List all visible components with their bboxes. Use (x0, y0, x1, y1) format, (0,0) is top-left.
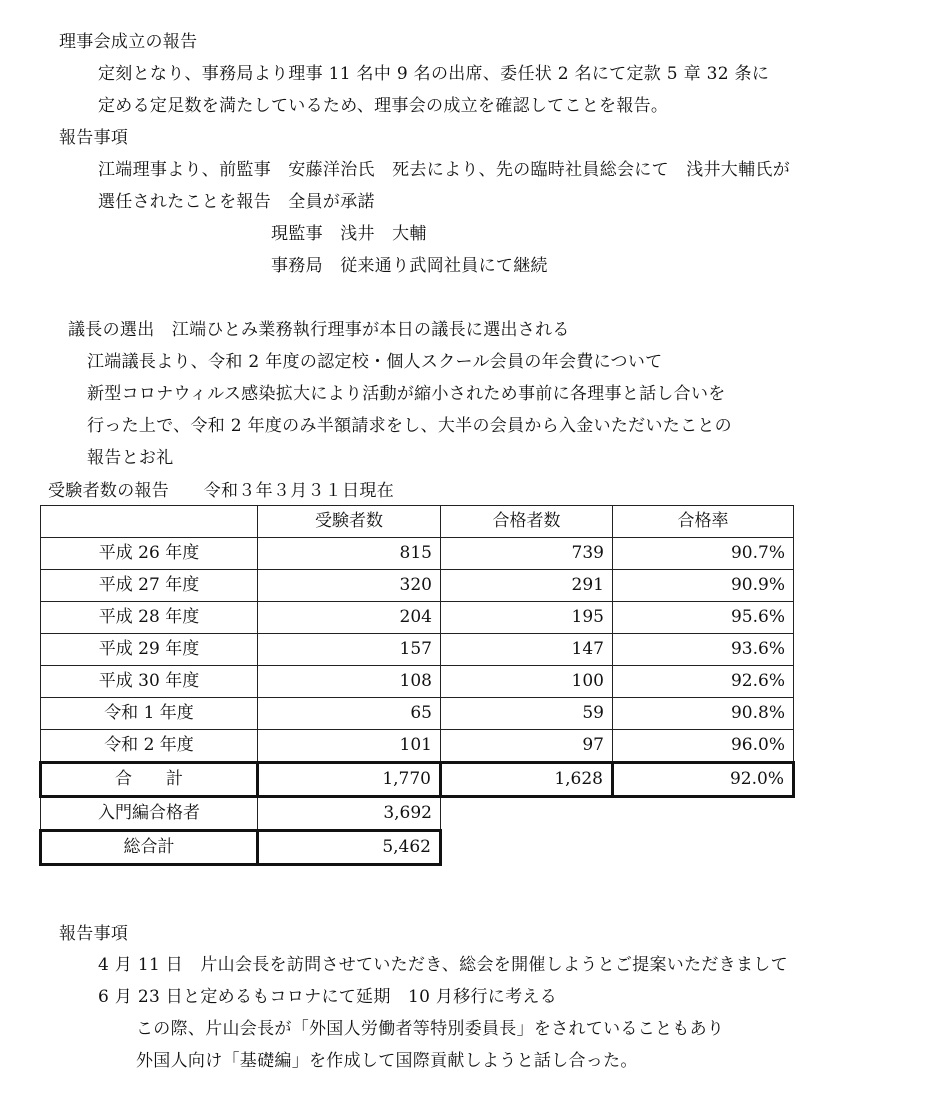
section2-line-2: 選任されたことを報告 全員が承諾 (98, 192, 375, 212)
row-examinees: 204 (258, 602, 441, 634)
section3-heading: 議長の選出 江端ひとみ業務執行理事が本日の議長に選出される (68, 320, 570, 340)
section3-line-1: 江端議長より、令和 2 年度の認定校・個人スクール会員の年会費について (87, 352, 663, 372)
row-year-label: 平成 28 年度 (41, 602, 258, 634)
intro-label: 入門編合格者 (41, 797, 258, 831)
row-examinees: 320 (258, 570, 441, 602)
section2-sub-line-1: 現監事 浅井 大輔 (271, 224, 427, 244)
table-row (41, 634, 794, 666)
row-year-label: 平成 30 年度 (41, 666, 258, 698)
row-passed: 147 (441, 634, 613, 666)
row-pass-rate: 90.9% (613, 570, 794, 602)
section3-line-3: 行った上で、令和 2 年度のみ半額請求をし、大半の会員から入金いただいたことの (87, 416, 732, 436)
total-passed: 1,628 (441, 763, 613, 797)
header-cell-pass-rate: 合格率 (613, 506, 794, 538)
table-header-row (41, 506, 794, 538)
row-pass-rate: 90.7% (613, 538, 794, 570)
row-passed: 195 (441, 602, 613, 634)
row-examinees: 815 (258, 538, 441, 570)
table-grand-total-row (41, 831, 794, 865)
section4-line-2: 6 月 23 日と定めるもコロナにて延期 10 月移行に考える (98, 987, 557, 1007)
results-table (39, 505, 795, 866)
header-cell-passed: 合格者数 (441, 506, 613, 538)
row-passed: 291 (441, 570, 613, 602)
section4-line-1: 4 月 11 日 片山会長を訪問させていただき、総会を開催しようとご提案いただきまして (98, 955, 788, 975)
row-examinees: 108 (258, 666, 441, 698)
section4-sub-line-2: 外国人向け「基礎編」を作成して国際貢献しようと話し合った。 (136, 1051, 638, 1071)
row-pass-rate: 90.8% (613, 698, 794, 730)
table-row (41, 538, 794, 570)
table-intro-row (41, 797, 794, 831)
row-year-label: 平成 27 年度 (41, 570, 258, 602)
intro-passed: 3,692 (258, 797, 441, 831)
empty-cell (613, 831, 794, 865)
section2-sub-line-2: 事務局 従来通り武岡社員にて継続 (271, 256, 548, 276)
row-year-label: 平成 29 年度 (41, 634, 258, 666)
row-passed: 97 (441, 730, 613, 763)
table-caption: 受験者数の報告 令和３年３月３１日現在 (48, 481, 394, 501)
empty-cell (441, 831, 613, 865)
section3-line-2: 新型コロナウィルス感染拡大により活動が縮小されため事前に各理事と話し合いを (87, 384, 726, 404)
section1-line-1: 定刻となり、事務局より理事 11 名中 9 名の出席、委任状 2 名にて定款 5 章 32 条に (98, 64, 770, 84)
row-examinees: 101 (258, 730, 441, 763)
table-total-row (41, 763, 794, 797)
row-pass-rate: 92.6% (613, 666, 794, 698)
row-year-label: 平成 26 年度 (41, 538, 258, 570)
section2-line-1: 江端理事より、前監事 安藤洋治氏 死去により、先の臨時社員総会にて 浅井大輔氏が (98, 160, 790, 180)
row-pass-rate: 95.6% (613, 602, 794, 634)
total-pass-rate: 92.0% (613, 763, 794, 797)
row-passed: 739 (441, 538, 613, 570)
header-cell-empty (41, 506, 258, 538)
empty-cell (441, 797, 613, 831)
row-passed: 59 (441, 698, 613, 730)
row-pass-rate: 96.0% (613, 730, 794, 763)
section1-heading: 理事会成立の報告 (59, 32, 198, 52)
empty-cell (613, 797, 794, 831)
row-year-label: 令和 2 年度 (41, 730, 258, 763)
row-examinees: 157 (258, 634, 441, 666)
header-cell-examinees: 受験者数 (258, 506, 441, 538)
row-passed: 100 (441, 666, 613, 698)
grand-total-label: 総合計 (41, 831, 258, 865)
grand-total-value: 5,462 (258, 831, 441, 865)
table-row (41, 698, 794, 730)
section2-heading: 報告事項 (59, 128, 129, 148)
total-label: 合 計 (41, 763, 258, 797)
table-row (41, 666, 794, 698)
section3-line-4: 報告とお礼 (87, 448, 174, 468)
row-year-label: 令和 1 年度 (41, 698, 258, 730)
section4-heading: 報告事項 (59, 924, 129, 944)
table-row (41, 602, 794, 634)
row-examinees: 65 (258, 698, 441, 730)
table-row (41, 570, 794, 602)
total-examinees: 1,770 (258, 763, 441, 797)
section1-line-2: 定める定足数を満たしているため、理事会の成立を確認してことを報告。 (98, 96, 669, 116)
table-row (41, 730, 794, 763)
row-pass-rate: 93.6% (613, 634, 794, 666)
section4-sub-line-1: この際、片山会長が「外国人労働者等特別委員長」をされていることもあり (136, 1019, 725, 1039)
